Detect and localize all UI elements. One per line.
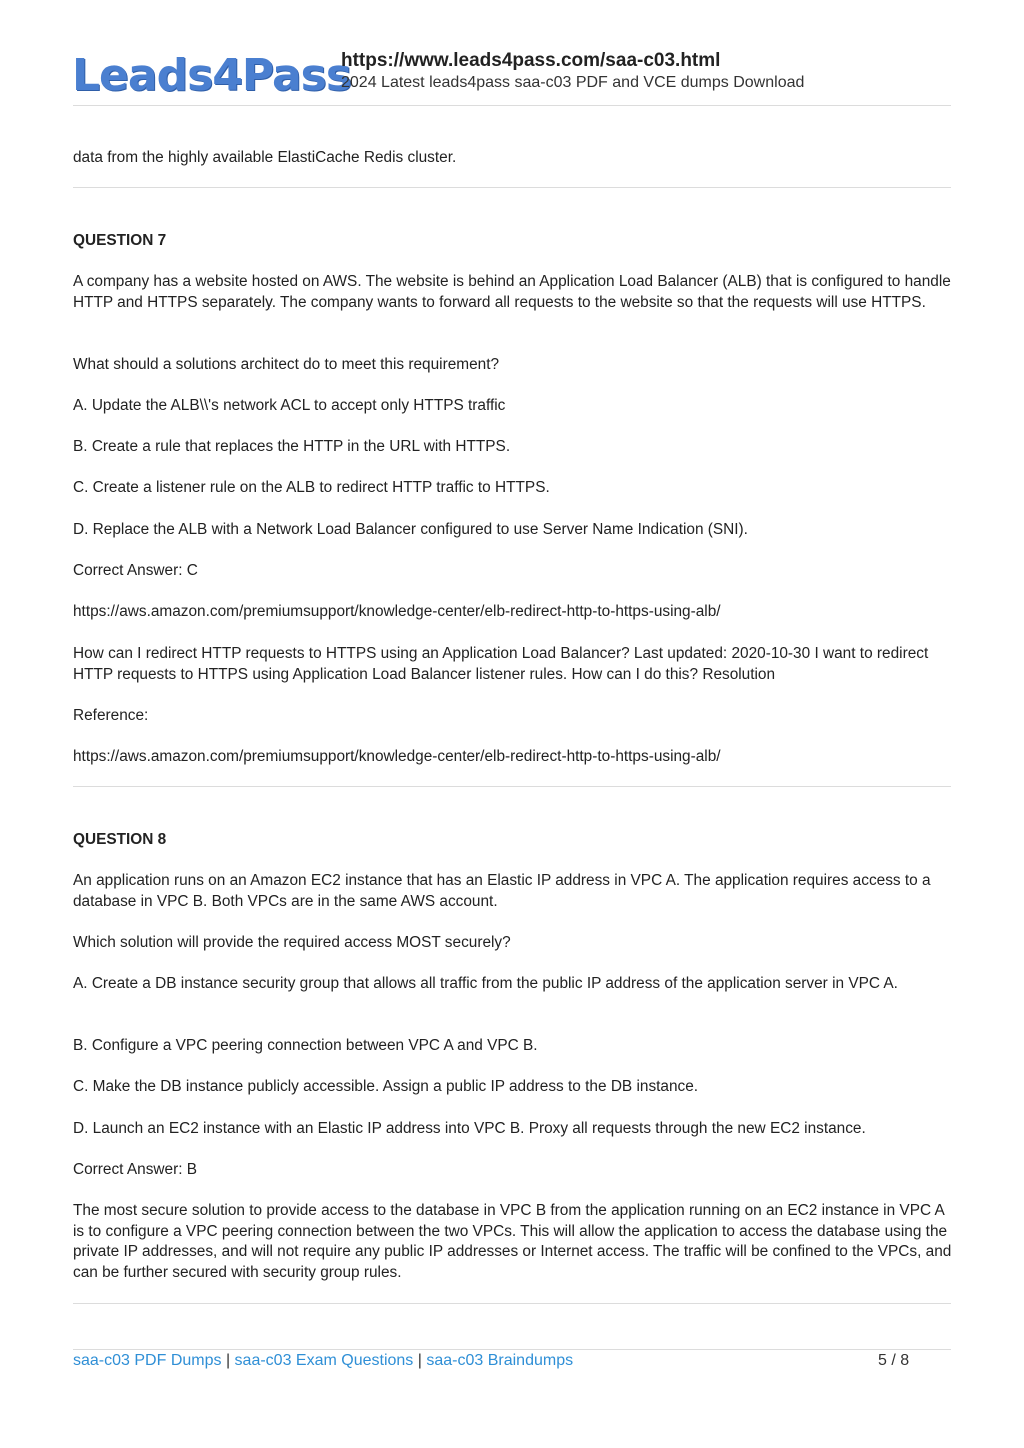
question-8-title: QUESTION 8 [73,831,167,848]
divider [73,187,951,188]
question-7-option-d: D. Replace the ALB with a Network Load Balancer configured to use Server Name Indication (SNI). [73,521,748,538]
divider [73,1303,951,1304]
question-8-option-c: C. Make the DB instance publicly accessible. Assign a public IP address to the DB instance. [73,1078,699,1095]
question-8-option-b: B. Configure a VPC peering connection between VPC A and VPC B. [73,1037,538,1054]
question-7-prompt: What should a solutions architect do to meet this requirement? [73,356,500,373]
footer-separator: | [221,1352,235,1369]
question-8-prompt: Which solution will provide the required access MOST securely? [73,934,511,951]
footer-link-pdf-dumps[interactable]: saa-c03 PDF Dumps [73,1352,222,1369]
header-url[interactable]: https://www.leads4pass.com/saa-c03.html [341,50,721,71]
question-8-body: An application runs on an Amazon EC2 instance that has an Elastic IP address in VPC A. The application requires access to a database in VPC B. Both VPCs are in the same AWS account. [73,872,931,910]
page-header [0,0,1024,106]
continued-text: data from the highly available ElastiCache Redis cluster. [73,149,457,166]
question-7-body: A company has a website hosted on AWS. The website is behind an Application Load Balancer (ALB) that is configured to handle HTTP and HTTPS separately. The company wants to forward all requests to the website so that the requests will use HTTPS. [73,273,951,311]
footer-link-braindumps[interactable]: saa-c03 Braindumps [426,1352,574,1369]
question-7-reference-link: https://aws.amazon.com/premiumsupport/knowledge-center/elb-redirect-http-to-https-using-alb/ [73,748,721,765]
page-number: 5 / 8 [878,1352,910,1369]
question-7-link: https://aws.amazon.com/premiumsupport/knowledge-center/elb-redirect-http-to-https-using-alb/ [73,603,721,620]
question-7-option-c: C. Create a listener rule on the ALB to redirect HTTP traffic to HTTPS. [73,479,550,496]
question-8-option-d: D. Launch an EC2 instance with an Elastic IP address into VPC B. Proxy all requests through the new EC2 instance. [73,1120,866,1137]
question-7-reference-label: Reference: [73,707,149,724]
question-7-title: QUESTION 7 [73,232,167,249]
footer-divider [73,1349,951,1350]
leads4pass-logo[interactable]: Leads4Pass [72,50,352,101]
footer-link-exam-questions[interactable]: saa-c03 Exam Questions [234,1352,414,1369]
question-7-option-a: A. Update the ALB\\'s network ACL to accept only HTTPS traffic [73,397,506,414]
divider [73,786,951,787]
question-8-explanation: The most secure solution to provide access to the database in VPC B from the application running on an EC2 instance in VPC A is to configure a VPC peering connection between the two VPCs. This will allow the application to access the database using the private IP addresses, and will not require any public IP addresses or Internet access. The traffic will be confined to the VPCs, and can be further secured with security group rules. [73,1202,952,1281]
question-7-option-b: B. Create a rule that replaces the HTTP in the URL with HTTPS. [73,438,511,455]
question-7-answer: Correct Answer: C [73,562,198,579]
header-divider [73,105,951,106]
question-8-answer: Correct Answer: B [73,1161,198,1178]
header-subtitle: 2024 Latest leads4pass saa-c03 PDF and VCE dumps Download [341,74,805,91]
question-8-option-a: A. Create a DB instance security group that allows all traffic from the public IP address of the application server in VPC A. [73,975,898,992]
question-7-explanation: How can I redirect HTTP requests to HTTPS using an Application Load Balancer? Last updated: 2020-10-30 I want to redirect HTTP requests to HTTPS using Application Load Balancer listener rules. How can I do this? Resolution [73,645,929,683]
footer-separator: | [413,1352,427,1369]
footer-links [73,1352,573,1370]
